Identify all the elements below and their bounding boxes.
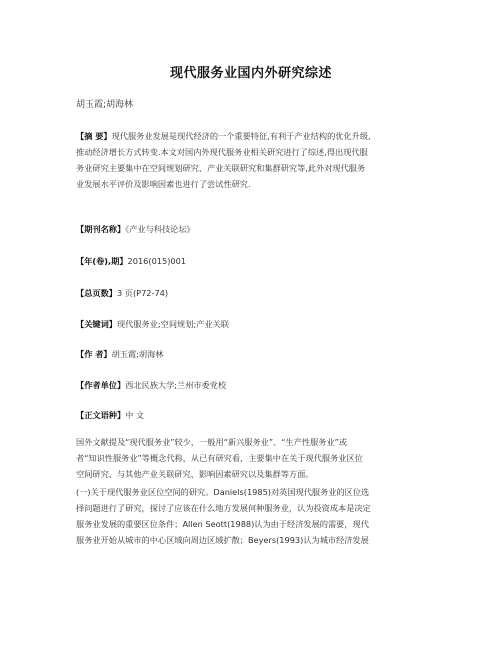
meta-value: 现代服务业;空间规划;产业关联 [116,319,229,329]
abstract [76,128,431,192]
meta-value: 中 文 [125,410,145,420]
abstract-line-2: 推动经济增长方式转变.本文对国内外现代服务业相关研究进行了综述,得出现代服 [76,147,368,157]
authors: 胡玉霞;胡海林 [76,100,134,110]
paragraph-line: 空间研究、与其他产业关联研究、影响因素研究以及集群等方面。 [76,469,314,479]
meta-journal [76,224,195,235]
meta-tag: 【作 者】 [76,349,112,359]
abstract-line-3: 务业研究主要集中在空间规划研究、产业关联研究和集群研究等,此外对现代服务 [76,163,366,173]
meta-value: 胡玉霞;胡海林 [111,349,164,359]
meta-tag: 【年(卷),期】 [76,256,128,266]
abstract-tag: 【摘 要】 [76,131,112,141]
meta-tag: 【期刊名称】 [76,224,126,234]
paragraph-line: 择问题进行了研究，探讨了应该在什么地方发展何种服务业，认为投资成本是决定 [76,503,371,513]
meta-value: 3 页(P72-74) [116,288,169,298]
meta-value: 2016(015)001 [127,256,187,266]
meta-value: 《产业与科技论坛》 [125,224,195,234]
meta-tag: 【正文语种】 [76,410,126,420]
meta-authors [76,349,164,360]
meta-language [76,410,144,421]
meta-year-volume [76,256,186,267]
meta-tag: 【作者单位】 [76,380,126,390]
abstract-line-1: 【摘 要】现代服务业发展是现代经济的一个重要特征,有利于产业结构的优化升级, [76,131,371,141]
body-paragraph-1 [76,434,431,482]
meta-pages [76,288,168,299]
paragraph-line: 者“知识性服务业”等概念代称，从已有研究看，主要集中在关于现代服务业区位 [76,453,363,463]
paragraph-line: 服务业开始从城市的中心区域向周边区域扩散；Beyers(1993)认为城市经济发展 [76,535,369,545]
paragraph-line: 国外文献提及“现代服务业”较少，一般用“新兴服务业”、“生产性服务业”或 [76,437,348,447]
body-paragraph-2 [76,484,431,548]
paragraph-line: 服务业发展的重要区位条件；Allen Seott(1988)认为由于经济发展的需要，现代 [76,519,369,529]
meta-affiliation [76,380,226,391]
abstract-line-4: 业发展水平评价及影响因素也进行了尝试性研究. [76,179,251,189]
meta-keywords [76,319,229,330]
meta-value: 西北民族大学;兰州市委党校 [125,380,227,390]
paragraph-line: (一)关于现代服务业区位空间的研究。Daniels(1985)对英国现代服务业的区位选 [76,487,370,497]
document-title: 现代服务业国内外研究综述 [169,66,332,81]
meta-tag: 【总页数】 [76,288,117,298]
meta-tag: 【关键词】 [76,319,117,329]
